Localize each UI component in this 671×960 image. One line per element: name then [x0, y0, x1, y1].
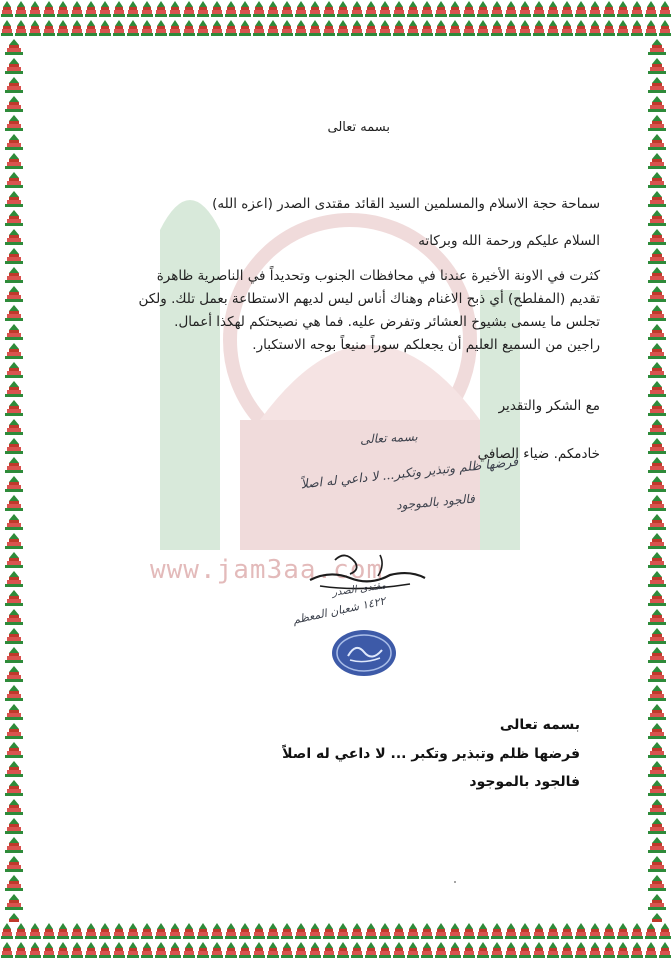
letter-greeting: السلام عليكم ورحمة الله وبركاته [418, 233, 600, 249]
border-right [643, 38, 671, 922]
letter-basmala: بسمه تعالى [327, 120, 390, 135]
letter-body-line: تجلس ما يسمى بشيوخ العشائر وتفرض عليه. فما هي نصيحتكم لهكذا أعمال. [174, 314, 600, 330]
handwritten-date: ١٤٢٢ شعبان المعظم [291, 594, 387, 627]
letter-body-line: كثرت في الاونة الأخيرة عندنا في محافظات الجنوب وتحديداً في الناصرية ظاهرة [156, 268, 600, 284]
sender-name: خادمكم. ضياء الصافي [477, 446, 600, 462]
typed-basmala: بسمه تعالى [499, 717, 580, 733]
handwritten-signature-name: مقتدى الصدر [331, 580, 387, 599]
border-left [0, 38, 28, 922]
letter-body-line: راجين من السميع العليم أن يجعلكم سوراً منيعاً بوجه الاستكبار. [252, 337, 600, 353]
watermark-url: www.jam3aa.com [150, 555, 384, 585]
handwritten-basmala: بسمه تعالى [359, 429, 419, 447]
seal-stamp [330, 628, 398, 678]
handwritten-line-2: فالجود بالموجود [395, 491, 476, 513]
typed-reply-line-2: فالجود بالموجود [469, 774, 580, 790]
letter-body-line: تقديم (المفلطح) أي ذبح الاغنام وهناك أناس ليس لديهم الاستطاعة بعمل تلك. ولكن [138, 291, 600, 307]
speck [454, 881, 456, 883]
typed-reply-line-1: فرضها ظلم وتبذير وتكبر ... لا داعي له اصلاً [282, 746, 580, 762]
letter-closing: مع الشكر والتقدير [498, 398, 600, 414]
letter-addressee: سماحة حجة الاسلام والمسلمين السيد القائد مقتدى الصدر (اعزه الله) [212, 196, 600, 212]
letter-body [45, 265, 600, 357]
handwritten-line-1: فرضها ظلم وتبذير وتكبر... لا داعي له اصلاً [299, 453, 519, 492]
